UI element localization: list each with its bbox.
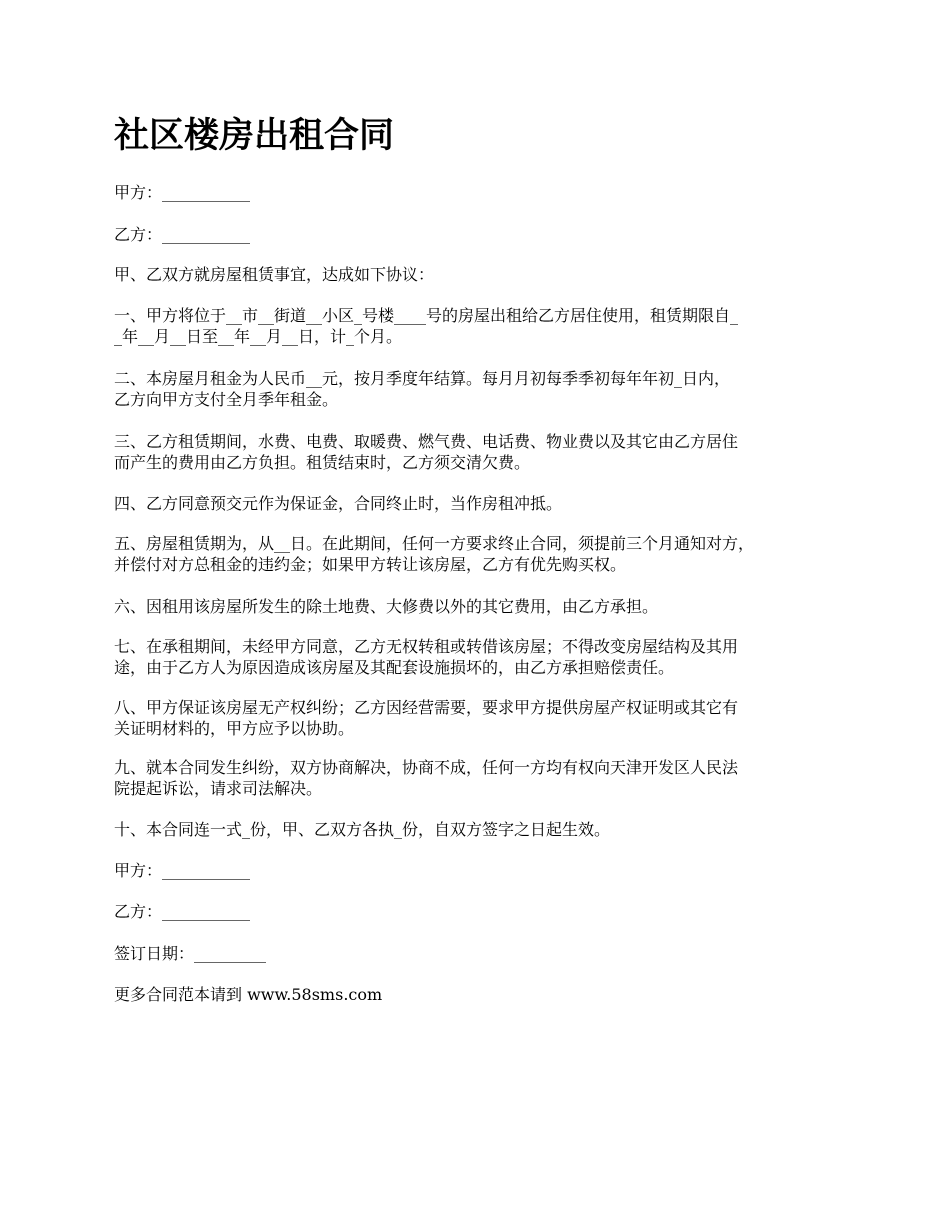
clause-7-line-2: 途，由于乙方人为原因造成该房屋及其配套设施损坏的，由乙方承担赔偿责任。 — [114, 658, 675, 677]
clause-5 — [114, 533, 854, 575]
clause-8-line-2: 关证明材料的，甲方应予以协助。 — [114, 719, 355, 738]
clause-9-line-1: 九、就本合同发生纠纷，双方协商解决，协商不成，任何一方均有权向天津开发区人民法 — [114, 758, 739, 777]
party-a-header: 甲方：___________ — [114, 183, 251, 202]
clause-6-line-1: 六、因租用该房屋所发生的除土地费、大修费以外的其它费用，由乙方承担。 — [114, 597, 659, 616]
clause-3-line-2: 而产生的费用由乙方负担。租赁结束时，乙方须交清欠费。 — [114, 453, 531, 472]
footer-note: 更多合同范本请到 www.58sms.com — [114, 985, 383, 1004]
clause-7 — [114, 636, 854, 678]
clause-4-line-1: 四、乙方同意预交元作为保证金，合同终止时，当作房租冲抵。 — [114, 494, 563, 513]
clause-8 — [114, 697, 854, 739]
signature-party-b: 乙方：___________ — [114, 902, 251, 921]
clause-2 — [114, 368, 854, 410]
party-b-header: 乙方：___________ — [114, 225, 251, 244]
clause-1-line-2: _年__月__日至__年__月__日，计_个月。 — [114, 327, 403, 346]
clause-3 — [114, 431, 854, 473]
clause-10-line-1: 十、本合同连一式_份，甲、乙双方各执_份，自双方签字之日起生效。 — [114, 820, 611, 839]
clause-5-line-1: 五、房屋租赁期为，从__日。在此期间，任何一方要求终止合同，须提前三个月通知对方， — [114, 534, 755, 553]
clause-8-line-1: 八、甲方保证该房屋无产权纠纷；乙方因经营需要，要求甲方提供房屋产权证明或其它有 — [114, 698, 739, 717]
clause-1-line-1: 一、甲方将位于__市__街道__小区_号楼____号的房屋出租给乙方居住使用，租赁期限自_ — [114, 306, 739, 325]
clause-5-line-2: 并偿付对方总租金的违约金；如果甲方转让该房屋，乙方有优先购买权。 — [114, 555, 627, 574]
clause-7-line-1: 七、在承租期间，未经甲方同意，乙方无权转租或转借该房屋；不得改变房屋结构及其用 — [114, 637, 739, 656]
clause-6 — [114, 596, 854, 617]
sign-date: 签订日期：_________ — [114, 944, 267, 963]
agreement-intro: 甲、乙双方就房屋租赁事宜，达成如下协议： — [114, 265, 435, 284]
clause-2-line-1: 二、本房屋月租金为人民币__元，按月季度年结算。每月月初每季季初每年年初_日内， — [114, 369, 731, 388]
clause-10 — [114, 819, 854, 840]
clause-3-line-1: 三、乙方租赁期间，水费、电费、取暖费、燃气费、电话费、物业费以及其它由乙方居住 — [114, 432, 739, 451]
clause-9-line-2: 院提起诉讼，请求司法解决。 — [114, 779, 323, 798]
clause-9 — [114, 757, 854, 799]
signature-party-a: 甲方：___________ — [114, 861, 251, 880]
clause-1 — [114, 305, 854, 347]
clause-2-line-2: 乙方向甲方支付全月季年租金。 — [114, 390, 339, 409]
clause-4 — [114, 493, 854, 514]
document-title: 社区楼房出租合同 — [114, 116, 395, 156]
